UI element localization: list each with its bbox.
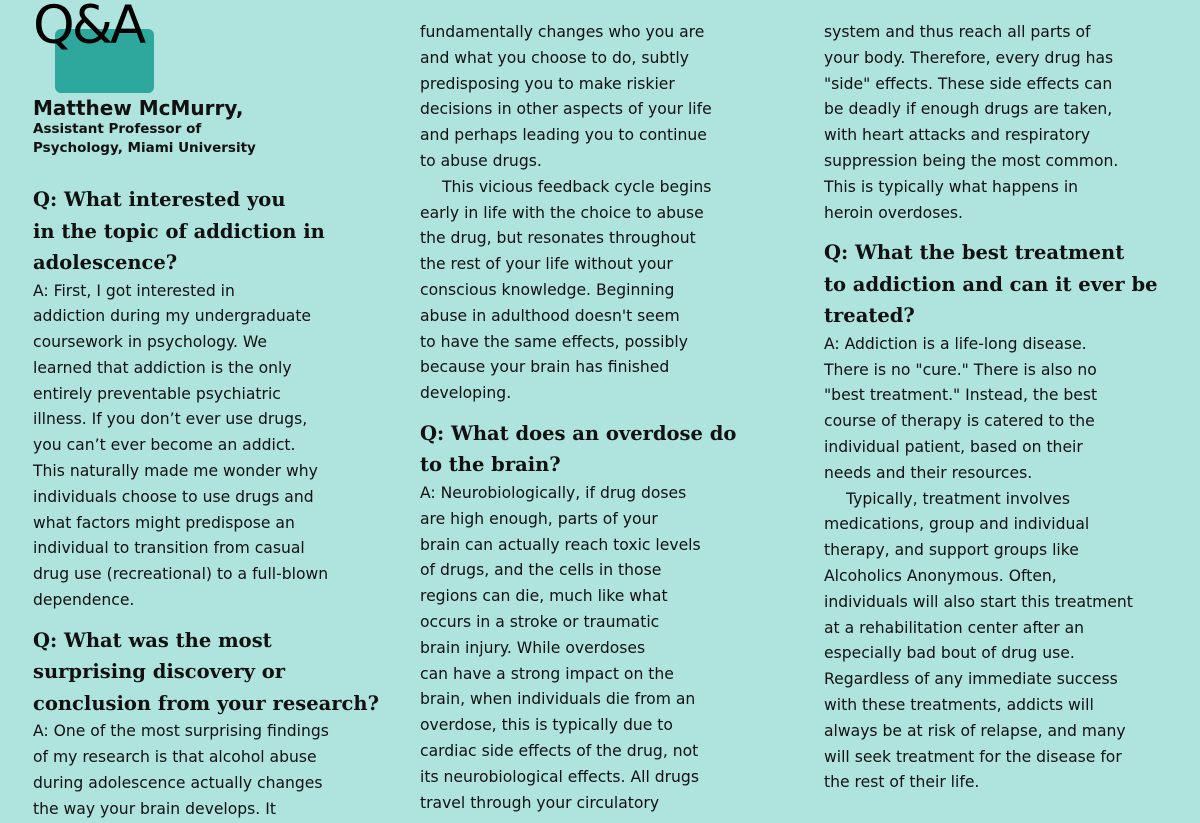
qa-logo bbox=[33, 0, 163, 95]
text-line: especially bad bout of drug use. bbox=[824, 644, 1075, 663]
text-line: at a rehabilitation center after an bbox=[824, 618, 1085, 637]
text-line: Assistant Professor of bbox=[33, 121, 202, 137]
text-line: the rest of your life without your bbox=[420, 255, 673, 274]
answer-2-continued bbox=[420, 20, 785, 175]
text-line: the way your brain develops. It bbox=[33, 799, 276, 818]
text-line: abuse in adulthood doesn't seem bbox=[420, 306, 680, 325]
text-line: surprising discovery or bbox=[33, 660, 286, 684]
text-line: Q: What was the most bbox=[33, 628, 272, 652]
text-line: and perhaps leading you to continue bbox=[420, 126, 707, 145]
text-line: medications, group and individual bbox=[824, 515, 1090, 534]
text-line: individual to transition from casual bbox=[33, 539, 305, 558]
text-line: Regardless of any immediate success bbox=[824, 670, 1118, 689]
text-line: regions can die, much like what bbox=[420, 587, 668, 606]
text-line: needs and their resources. bbox=[824, 463, 1033, 482]
author-block bbox=[33, 96, 393, 158]
text-line: coursework in psychology. We bbox=[33, 333, 268, 352]
answer-3-continued bbox=[824, 20, 1196, 226]
text-line: to the brain? bbox=[420, 453, 561, 477]
text-line: individuals will also start this treatment bbox=[824, 592, 1133, 611]
text-line: brain injury. While overdoses bbox=[420, 638, 646, 657]
text-line: heroin overdoses. bbox=[824, 203, 963, 222]
text-line: Psychology, Miami University bbox=[33, 140, 256, 156]
text-line: of my research is that alcohol abuse bbox=[33, 748, 317, 767]
text-line: of drugs, and the cells in those bbox=[420, 561, 662, 580]
author-name: Matthew McMurry, bbox=[33, 96, 244, 120]
text-line: its neurobiological effects. All drugs bbox=[420, 767, 699, 786]
text-line: the drug, but resonates throughout bbox=[420, 229, 696, 248]
text-line: the rest of their life. bbox=[824, 773, 980, 792]
text-line: cardiac side effects of the drug, not bbox=[420, 741, 699, 760]
text-line: This vicious feedback cycle begins bbox=[442, 177, 712, 196]
text-line: therapy, and support groups like bbox=[824, 541, 1079, 560]
text-line: will seek treatment for the disease for bbox=[824, 747, 1122, 766]
answer-1 bbox=[33, 279, 395, 614]
answer-2 bbox=[33, 719, 395, 822]
author-title bbox=[33, 120, 393, 158]
text-line: Q: What the best treatment bbox=[824, 241, 1125, 265]
text-line: fundamentally changes who you are bbox=[420, 23, 705, 41]
text-line: course of therapy is catered to the bbox=[824, 412, 1095, 431]
text-line: with heart attacks and respiratory bbox=[824, 126, 1091, 145]
text-line: Typically, treatment involves bbox=[846, 489, 1070, 508]
text-line: always be at risk of relapse, and many bbox=[824, 721, 1126, 740]
text-line: illness. If you don’t ever use drugs, bbox=[33, 410, 308, 429]
text-line: addiction during my undergraduate bbox=[33, 307, 312, 326]
text-line: predisposing you to make riskier bbox=[420, 74, 675, 93]
question-4 bbox=[824, 237, 1196, 332]
text-line: developing. bbox=[420, 384, 512, 403]
text-line: during adolescence actually changes bbox=[33, 773, 323, 792]
text-line: suppression being the most common. bbox=[824, 151, 1119, 170]
text-line: There is no "cure." There is also no bbox=[824, 360, 1097, 379]
column-2 bbox=[420, 20, 785, 816]
text-line: treated? bbox=[824, 304, 915, 328]
answer-4 bbox=[824, 332, 1196, 487]
text-line: with these treatments, addicts will bbox=[824, 696, 1094, 715]
text-line: conscious knowledge. Beginning bbox=[420, 280, 675, 299]
text-line: A: First, I got interested in bbox=[33, 281, 235, 300]
text-line: system and thus reach all parts of bbox=[824, 23, 1091, 41]
text-line: early in life with the choice to abuse bbox=[420, 203, 704, 222]
text-line: what factors might predispose an bbox=[33, 513, 295, 532]
text-line: occurs in a stroke or traumatic bbox=[420, 612, 660, 631]
text-line: entirely preventable psychiatric bbox=[33, 384, 281, 403]
text-line: can have a strong impact on the bbox=[420, 664, 674, 683]
text-line: drug use (recreational) to a full-blown bbox=[33, 565, 329, 584]
text-line: and what you choose to do, subtly bbox=[420, 48, 689, 67]
text-line: are high enough, parts of your bbox=[420, 509, 658, 528]
answer-2-paragraph-2 bbox=[420, 175, 785, 407]
text-line: your body. Therefore, every drug has bbox=[824, 48, 1114, 67]
text-line: brain, when individuals die from an bbox=[420, 690, 696, 709]
text-line: in the topic of addiction in bbox=[33, 219, 325, 243]
question-2 bbox=[33, 625, 395, 720]
text-line: Alcoholics Anonymous. Often, bbox=[824, 567, 1057, 586]
answer-3 bbox=[420, 481, 785, 816]
text-line: be deadly if enough drugs are taken, bbox=[824, 100, 1113, 119]
text-line: A: Neurobiologically, if drug doses bbox=[420, 483, 687, 502]
text-line: individual patient, based on their bbox=[824, 438, 1083, 457]
question-1 bbox=[33, 184, 395, 279]
text-line: dependence. bbox=[33, 591, 135, 610]
text-line: individuals choose to use drugs and bbox=[33, 487, 314, 506]
text-line: "side" effects. These side effects can bbox=[824, 74, 1113, 93]
logo-text: Q&A bbox=[33, 0, 144, 56]
text-line: to abuse drugs. bbox=[420, 151, 542, 170]
text-line: Q: What interested you bbox=[33, 188, 286, 211]
text-line: to have the same effects, possibly bbox=[420, 332, 688, 351]
column-3 bbox=[824, 20, 1196, 796]
text-line: travel through your circulatory bbox=[420, 793, 660, 812]
question-3 bbox=[420, 418, 785, 481]
text-line: to addiction and can it ever be bbox=[824, 272, 1158, 296]
text-line: decisions in other aspects of your life bbox=[420, 100, 712, 119]
text-line: because your brain has finished bbox=[420, 358, 670, 377]
text-line: This is typically what happens in bbox=[824, 177, 1079, 196]
text-line: you can’t ever become an addict. bbox=[33, 436, 296, 455]
text-line: conclusion from your research? bbox=[33, 691, 379, 715]
answer-4-paragraph-2 bbox=[824, 487, 1196, 797]
text-line: adolescence? bbox=[33, 251, 178, 274]
text-line: overdose, this is typically due to bbox=[420, 716, 673, 735]
text-line: "best treatment." Instead, the best bbox=[824, 386, 1098, 405]
text-line: Q: What does an overdose do bbox=[420, 421, 737, 445]
text-line: brain can actually reach toxic levels bbox=[420, 535, 701, 554]
text-line: A: Addiction is a life-long disease. bbox=[824, 334, 1087, 353]
text-line: This naturally made me wonder why bbox=[33, 462, 318, 481]
text-line: A: One of the most surprising findings bbox=[33, 722, 329, 741]
column-1 bbox=[33, 184, 395, 823]
text-line: learned that addiction is the only bbox=[33, 358, 292, 377]
